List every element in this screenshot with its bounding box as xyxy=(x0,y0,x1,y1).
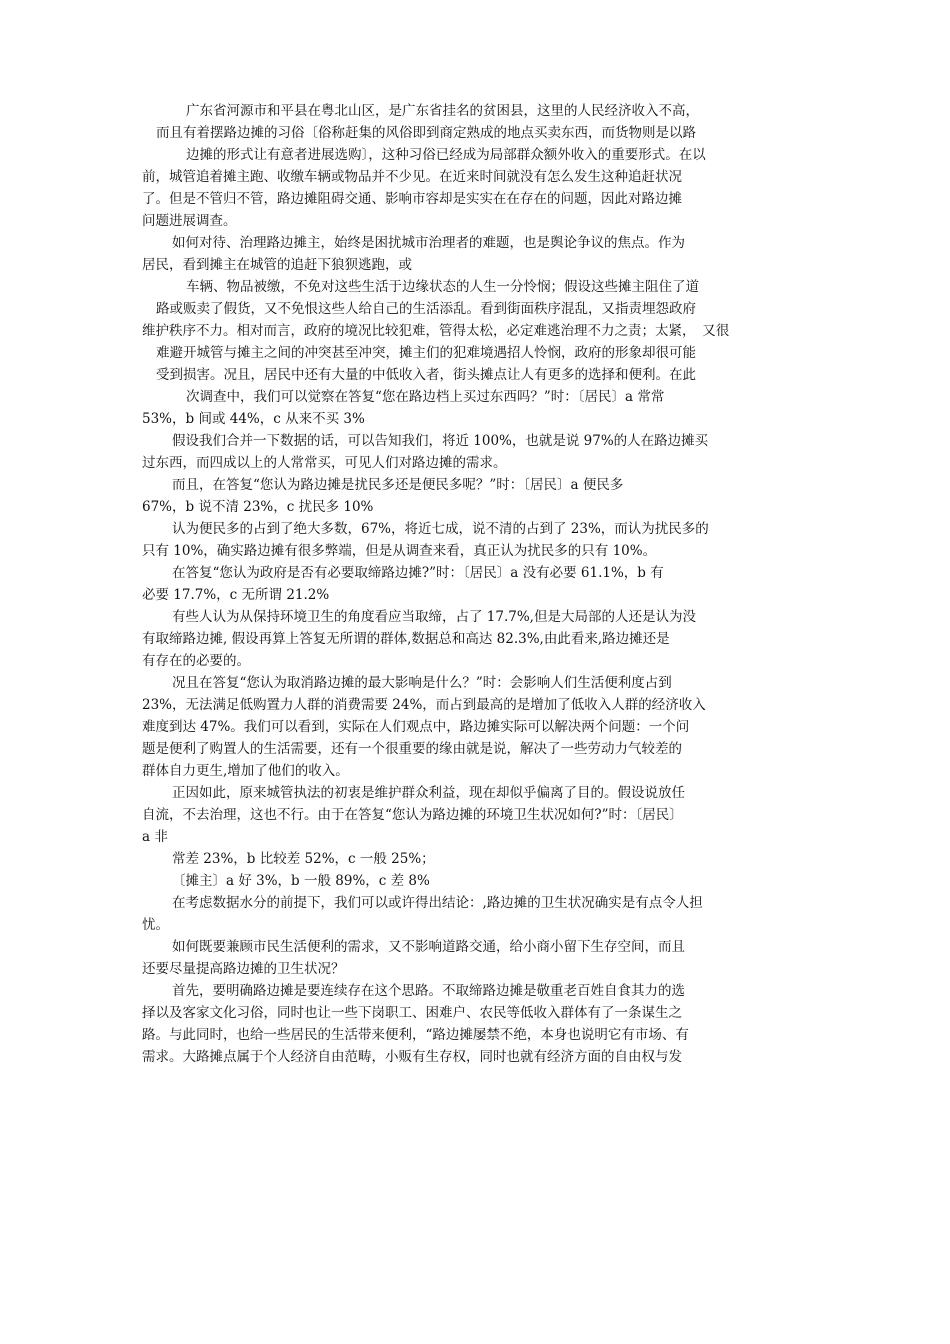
text-line: 车辆、物品被缴，不免对这些生活于边缘状态的人生一分怜悯；假设这些摊主阻住了道 xyxy=(186,279,699,295)
text-line: 首先，要明确路边摊是要连续存在这个思路。不取缔路边摊是敬重老百姓自食其力的选 xyxy=(172,983,685,999)
text-line: 23%，无法满足低购置力人群的消费需要 24%，而占到最高的是增加了低收入人群的经济收入 xyxy=(142,697,706,713)
text-line: 次调查中，我们可以觉察在答复“您在路边档上买过东西吗？”时：〔居民〕a 常常 xyxy=(186,389,665,405)
text-line: 而且有着摆路边摊的习俗〔俗称赶集的风俗即到商定熟成的地点买卖东西，而货物则是以路 xyxy=(156,125,696,141)
text-line: 难度到达 47%。我们可以看到，实际在人们观点中，路边摊实际可以解决两个问题：一个问 xyxy=(142,719,690,735)
text-line: 还要尽量提高路边摊的卫生状况？ xyxy=(142,961,345,977)
text-line: 在考虑数据水分的前提下，我们可以或许得出结论：,路边摊的卫生状况确实是有点令人担 xyxy=(172,895,703,911)
text-line: 自流，不去治理，这也不行。由于在答复“您认为路边摊的环境卫生状况如何?”时：〔居民〕 xyxy=(142,807,683,823)
text-line: 了。但是不管归不管，路边摊阻碍交通、影响市容却是实实在在存在的问题，因此对路边摊 xyxy=(142,191,682,207)
text-line: 路或贩卖了假货，又不免恨这些人给自己的生活添乱。看到街面秩序混乱，又指责埋怨政府 xyxy=(156,301,696,317)
text-line: 受到损害。况且，居民中还有大量的中低收入者，街头摊点让人有更多的选择和便利。在此 xyxy=(156,367,696,383)
text-line: 假设我们合并一下数据的话，可以告知我们，将近 100%，也就是说 97%的人在路边摊买 xyxy=(172,433,709,449)
text-line: 问题进展调查。 xyxy=(142,213,237,229)
text-line: 必要 17.7%，c 无所谓 21.2% xyxy=(142,587,330,603)
text-line: 群体自力更生,增加了他们的收入。 xyxy=(142,763,349,779)
text-line: 67%，b 说不清 23%，c 扰民多 10% xyxy=(142,499,374,515)
text-line: 前，城管追着摊主跑、收缴车辆或物品并不少见。在近来时间就没有怎么发生这种追赶状况 xyxy=(142,169,682,185)
text-line: 正因如此，原来城管执法的初衷是维护群众利益，现在却似乎偏离了目的。假设说放任 xyxy=(172,785,685,801)
text-line: 需求。大路摊点属于个人经济自由范畴，小贩有生存权，同时也就有经济方面的自由权与发 xyxy=(142,1049,682,1065)
text-line: 难避开城管与摊主之间的冲突甚至冲突，摊主们的犯难境遇招人怜悯，政府的形象却很可能 xyxy=(156,345,696,361)
text-line: 在答复“您认为政府是否有必要取缔路边摊?”时：〔居民〕a 没有必要 61.1%，b 有 xyxy=(172,565,664,581)
text-line: 过东西，而四成以上的人常常买，可见人们对路边摊的需求。 xyxy=(142,455,507,471)
text-line: 广东省河源市和平县在粤北山区，是广东省挂名的贫困县，这里的人民经济收入不高， xyxy=(186,103,699,119)
text-line: a 非 xyxy=(142,829,168,845)
text-line: 有存在的必要的。 xyxy=(142,653,250,669)
text-line: 有取缔路边摊, 假设再算上答复无所谓的群体,数据总和高达 82.3%,由此看来,路边摊还是 xyxy=(142,631,670,647)
text-line: 只有 10%，确实路边摊有很多弊端，但是从调查来看，真正认为扰民多的只有 10%。 xyxy=(142,543,657,559)
text-line: 维护秩序不力。相对而言，政府的境况比较犯难，管得太松，必定难逃治理不力之责；太紧， 又很 xyxy=(142,323,730,339)
text-line: 53%，b 间或 44%，c 从来不买 3% xyxy=(142,411,365,427)
document-body xyxy=(142,100,816,1068)
text-line: 如何既要兼顾市民生活便利的需求，又不影响道路交通，给小商小留下生存空间，而且 xyxy=(172,939,685,955)
text-line: 择以及客家文化习俗，同时也让一些下岗职工、困难户、农民等低收入群体有了一条谋生之 xyxy=(142,1005,682,1021)
text-line: 题是便利了购置人的生活需要，还有一个很重要的缘由就是说，解决了一些劳动力气较差的 xyxy=(142,741,682,757)
text-line: 居民，看到摊主在城管的追赶下狼狈逃跑，或 xyxy=(142,257,412,273)
text-line: 况且在答复“您认为取消路边摊的最大影响是什么？”时：会影响人们生活便利度占到 xyxy=(172,675,672,691)
text-line: 〔摊主〕a 好 3%，b 一般 89%，c 差 8% xyxy=(172,873,430,889)
text-line: 忧。 xyxy=(142,917,169,933)
text-line: 如何对待、治理路边摊主，始终是困扰城市治理者的难题，也是舆论争议的焦点。作为 xyxy=(172,235,685,251)
text-line: 常差 23%，b 比较差 52%，c 一般 25%； xyxy=(172,851,435,867)
text-line: 认为便民多的占到了绝大多数，67%，将近七成，说不清的占到了 23%，而认为扰民多的 xyxy=(172,521,709,537)
text-line: 有些人认为从保持环境卫生的角度看应当取缔，占了 17.7%,但是大局部的人还是认为没 xyxy=(172,609,696,625)
text-line: 而且，在答复“您认为路边摊是扰民多还是便民多呢？”时：〔居民〕a 便民多 xyxy=(172,477,624,493)
text-line: 路。与此同时，也给一些居民的生活带来便利，“路边摊屡禁不绝，本身也说明它有市场、有 xyxy=(142,1027,689,1043)
text-line: 边摊的形式让有意者进展选购〕，这种习俗已经成为局部群众额外收入的重要形式。在以 xyxy=(186,147,706,163)
